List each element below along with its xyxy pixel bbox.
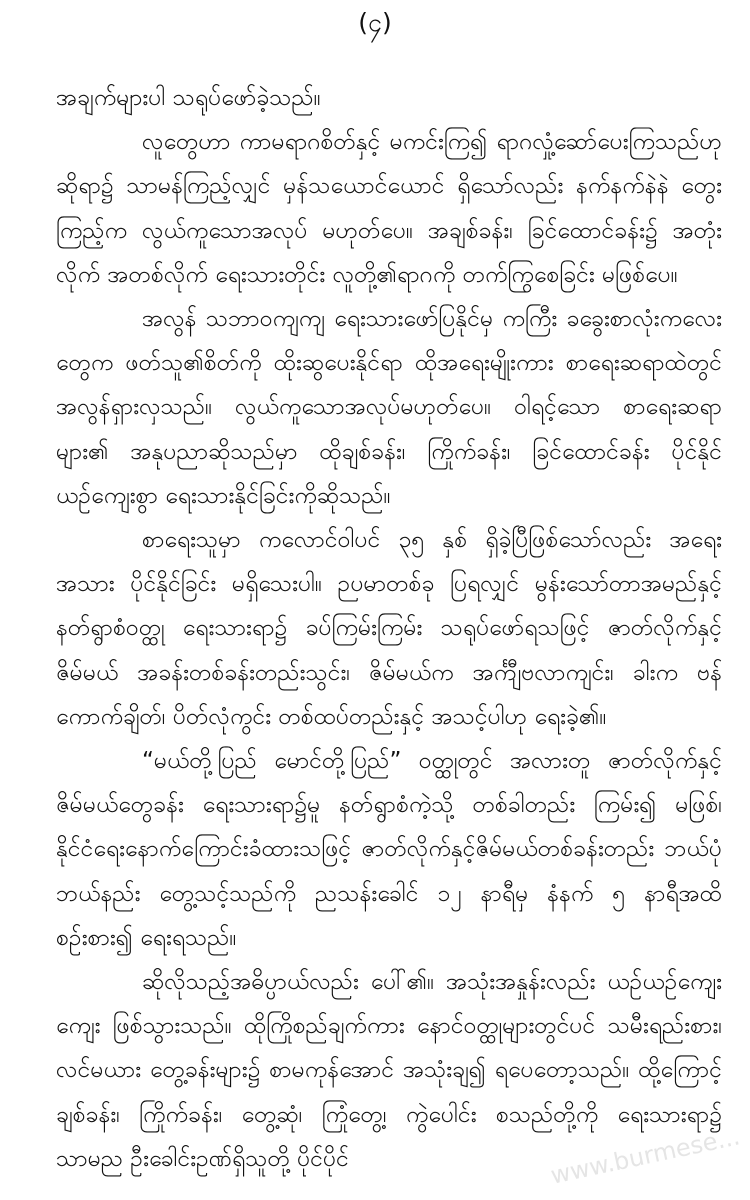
paragraph-3: အလွန် သဘာဝကျကျ ရေးသားဖော်ပြနိုင်မှ ကကြီး ခခွေးစာလုံးကလေးတွေက ဖတ်သူ၏စိတ်ကို ထိုးဆွပေးနိုင်ရာ ထိုအရေးမျိုးကား စာရေးဆရာထဲတွင် အလွန်ရှားလှသည်။ လွယ်ကူသောအလုပ်မဟုတ်ပေ။ ဝါရင့်သော စာရေးဆရာများ၏ အနုပညာဆိုသည်မှာ ထိုချစ်ခန်း၊ ကြိုက်ခန်း၊ ခြင်ထောင်ခန်း ပိုင်နိုင်ယဉ်ကျေးစွာ ရေးသားနိုင်ခြင်းကိုဆိုသည်။ — [56, 306, 722, 509]
paragraph-5: “မယ်တို့ပြည် မောင်တို့ပြည်” ဝတ္ထုတွင် အလားတူ ဇာတ်လိုက်နှင့်ဇိမ်မယ်တွေခန်း ရေးသားရာ၌မူ နတ်ရွာစံကဲ့သို့ တစ်ခါတည်း ကြမ်း၍ မဖြစ်၊ နိုင်ငံရေးနောက်ကြောင်းခံထားသဖြင့် ဇာတ်လိုက်နှင့်ဇိမ်မယ်တစ်ခန်းတည်း ဘယ်ပုံဘယ်နည်း တွေ့သင့်သည်ကို ညသန်းခေါင် ၁၂ နာရီမှ နံနက် ၅ နာရီအထိ စဉ်းစား၍ ရေးရသည်။ — [56, 748, 722, 951]
paragraph-6: ဆိုလိုသည့်အဓိပ္ပာယ်လည်း ပေါ်၏။ အသုံးအနှုန်းလည်း ယဉ်ယဉ်ကျေးကျေး ဖြစ်သွားသည်။ ထိုကြိုစည်ချက်ကား နောင်ဝတ္ထုများတွင်ပင် သမီးရည်းစား၊ လင်မယား တွေ့ခန်းများ၌ စာမကုန်အောင် အသုံးချ၍ ရပေတော့သည်။ ထို့ကြောင့် ချစ်ခန်း၊ ကြိုက်ခန်း၊ တွေ့ဆုံ၊ ကြုံတွေ့၊ ကွဲပေါင်း စသည်တို့ကို ရေးသားရာ၌ သာမည ဦးခေါင်းဥဏ်ရှိသူတို့ ပိုင်ပိုင် — [56, 969, 722, 1172]
body-text — [56, 76, 722, 1181]
paragraph-1: အချက်များပါ သရုပ်ဖော်ခဲ့သည်။ — [56, 85, 321, 111]
page-number: (၄) — [358, 8, 392, 37]
watermark: www.burmese... — [548, 1122, 743, 1190]
paragraph-4: စာရေးသူမှာ ကလောင်ဝါပင် ၃၅ နှစ် ရှိခဲ့ပြီဖြစ်သော်လည်း အရေးအသား ပိုင်နိုင်ခြင်း မရှိသေးပါ။ ဉပမာတစ်ခု ပြရလျှင် မွန်းသော်တာအမည်နှင့် နတ်ရွာစံဝတ္ထု ရေးသားရာ၌ ခပ်ကြမ်းကြမ်း သရုပ်ဖော်ရသဖြင့် ဇာတ်လိုက်နှင့် ဇိမ်မယ် အခန်းတစ်ခန်းတည်းသွင်း၊ ဇိမ်မယ်က အင်္ကျီဗလာကျင်း၊ ခါးက ဗန်ကောက်ချိတ်၊ ပိတ်လုံကွင်း တစ်ထပ်တည်းနှင့် အသင့်ပါဟု ရေးခဲ့၏။ — [56, 527, 722, 730]
paragraph-2: လူတွေဟာ ကာမရာဂစိတ်နှင့် မကင်းကြ၍ ရာဂလှုံ့ဆော်ပေးကြသည်ဟု ဆိုရာ၌ သာမန်ကြည့်လျှင် မှန်သယောင်ယောင် ရှိသော်လည်း နက်နက်နဲနဲ တွေးကြည့်က လွယ်ကူသောအလုပ် မဟုတ်ပေ။ အချစ်ခန်း၊ ခြင်ထောင်ခန်း၌ အတုံးလိုက် အတစ်လိုက် ရေးသားတိုင်း လူတို့၏ရာဂကို တက်ကြွစေခြင်း မဖြစ်ပေ။ — [56, 129, 722, 288]
